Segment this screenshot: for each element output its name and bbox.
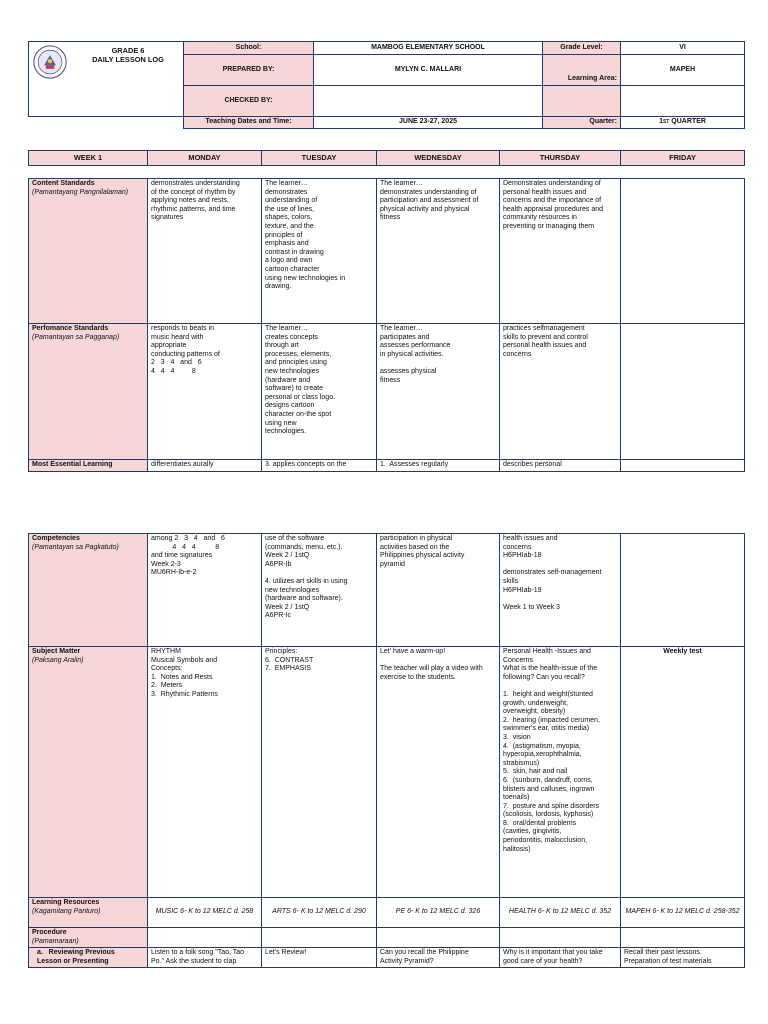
cell-subject-fri: Weekly test	[621, 647, 745, 898]
quarter-value	[621, 117, 745, 129]
row-title: Subject Matter	[32, 648, 81, 655]
checked-empty-cell	[621, 86, 745, 117]
area-value: MAPEH	[621, 55, 745, 86]
table-row	[29, 534, 745, 647]
row-subtitle: (Kagamitang Panturo)	[32, 907, 101, 915]
checked-pink-cell	[543, 86, 621, 117]
cell-perf-tue: The learner… creates concepts through art processes, elements, and principles using new technologies (hardware and software) to create personal or class logo. designs cartoon character on-the spot using new technologies.	[262, 324, 377, 460]
cell-comp-tue: use of the software (commands, menu, etc.). Week 2 / 1stQ A6PR-Ib 4. utilizes art skills in using new technologies (hardware and software). Week 2 / 1stQ A6PR-Ic	[262, 534, 377, 647]
cell-melc-fri	[621, 460, 745, 472]
row-label-melc	[29, 460, 148, 472]
cell-subject-wed: Let' have a warm-up! The teacher will play a video with exercise to the students.	[377, 647, 500, 898]
row-subtitle: (Paksang Aralin)	[32, 656, 84, 664]
row-title: Competencies	[32, 535, 80, 542]
cell-res-mon: MUSIC 6- K to 12 MELC d. 258	[148, 898, 262, 928]
school-value: MAMBOG ELEMENTARY SCHOOL	[314, 42, 543, 55]
row-label-content	[29, 179, 148, 324]
monday-header: MONDAY	[148, 151, 262, 166]
cell-perf-thu: practices selfmanagement skills to prevent and control personal health issues and concerns	[500, 324, 621, 460]
cell-subject-mon: RHYTHM Musical Symbols and Concepts: 1. Notes and Rests 2. Meters 3. Rhythmic Patterns	[148, 647, 262, 898]
quarter-rest: QUARTER	[669, 118, 706, 125]
lesson-table-1	[28, 178, 745, 472]
row-title: Most Essential Learning	[32, 461, 113, 468]
thursday-header: THURSDAY	[500, 151, 621, 166]
cell-proc-mon	[148, 928, 262, 948]
row-label-subject	[29, 647, 148, 898]
dates-value: JUNE 23-27, 2025	[314, 117, 543, 129]
cell-melc-mon: differentiates aurally	[148, 460, 262, 472]
prepared-label: PREPARED BY:	[184, 55, 314, 86]
table-row	[29, 460, 745, 472]
row-label-performance	[29, 324, 148, 460]
tuesday-header: TUESDAY	[262, 151, 377, 166]
row-title: Learning Resources	[32, 899, 100, 906]
cell-comp-mon: among 2 3 4 and 6 4 4 4 8 and time signatures Week 2-3 MU6RH-Ib-e-2	[148, 534, 262, 647]
days-header	[28, 150, 745, 166]
cell-perf-fri	[621, 324, 745, 460]
cell-comp-thu: health issues and concerns H6PHIab-18 demonstrates self-management skills H6PHIab-19 Week 1 to Week 3	[500, 534, 621, 647]
cell-content-thu: Demonstrates understanding of personal health issues and concerns and the importance of health appraisal procedures and community resources in preventing or managing them	[500, 179, 621, 324]
cell-subject-tue: Principles: 6. CONTRAST 7. EMPHASIS	[262, 647, 377, 898]
cell-res-thu: HEALTH 6- K to 12 MELC d. 352	[500, 898, 621, 928]
week-header: WEEK 1	[29, 151, 148, 166]
row-label-competencies	[29, 534, 148, 647]
row-label-procedure	[29, 928, 148, 948]
cell-rev-mon: Listen to a folk song "Tao, Tao Po." Ask the student to clap	[148, 948, 262, 968]
row-title: Perfomance Standards	[32, 325, 109, 332]
spacer-cell	[29, 117, 184, 129]
title-dll: DAILY LESSON LOG	[92, 55, 164, 64]
cell-proc-tue	[262, 928, 377, 948]
row-subtitle: (Pamantayan sa Pagkatuto)	[32, 543, 119, 551]
dates-label: Teaching Dates and Time:	[184, 117, 314, 129]
cell-res-wed: PE 6- K to 12 MELC d. 326	[377, 898, 500, 928]
cell-subject-thu: Personal Health -Issues and Concerns What is the health-issue of the following? Can you recall? 1. height and weight(stunted growth, underweight, overweight, obesity) 2. hearing (impacted cerumen, swimmer's ear, otitis media) 3. vision 4. (astigmatism, myopia, hyperopia,xerophthalmia, strabismus) 5. skin, hair and nail 6. (sunburn, dandruff, corns, blisters and calluses, ingrown toenails) 7. posture and spine disorders (scoliosis, lordosis, kyphosis) 8. oral/dental problems (cavities, gingivitis, periodontitis, malocclusion, halitosis)	[500, 647, 621, 898]
cell-proc-thu	[500, 928, 621, 948]
table-row	[29, 647, 745, 898]
school-label: School:	[184, 42, 314, 55]
friday-header: FRIDAY	[621, 151, 745, 166]
prepared-value: MYLYN C. MALLARI	[314, 55, 543, 86]
cell-perf-mon: responds to beats in music heard with appropriate conducting patterns of 2 3 4 and 6 4 4 4 8	[148, 324, 262, 460]
grade-value: VI	[621, 42, 745, 55]
table-row	[29, 898, 745, 928]
cell-rev-tue: Let's Review!	[262, 948, 377, 968]
row-title: Procedure	[32, 929, 67, 936]
cell-content-fri	[621, 179, 745, 324]
row-subtitle: (Pamantayan sa Pagganap)	[32, 333, 120, 341]
header-table	[28, 41, 745, 129]
quarter-sup: ST	[662, 119, 670, 125]
table-row	[29, 928, 745, 948]
row-subtitle: (Pamamaraan)	[32, 937, 79, 945]
area-label: Learning Area:	[543, 55, 621, 86]
grade-label: Grade Level:	[543, 42, 621, 55]
row-subtitle: (Pamantayang Pangnilalaman)	[32, 188, 129, 196]
checked-value	[314, 86, 543, 117]
cell-rev-wed: Can you recall the Philippine Activity Pyramid?	[377, 948, 500, 968]
table-row	[29, 324, 745, 460]
cell-rev-fri: Recall their past lessons. Preparation of test materials	[621, 948, 745, 968]
quarter-num: 1	[659, 118, 663, 125]
cell-melc-wed: 1. Assesses regularly	[377, 460, 500, 472]
cell-melc-tue: 3. applies concepts on the	[262, 460, 377, 472]
quarter-label: Quarter:	[543, 117, 621, 129]
lesson-table-2	[28, 533, 745, 968]
cell-content-mon: demonstrates understanding of the concept of rhythm by applying notes and rests, rhythmic patterns, and time signatures	[148, 179, 262, 324]
table-row	[29, 179, 745, 324]
cell-res-tue: ARTS 6- K to 12 MELC d. 290	[262, 898, 377, 928]
cell-rev-thu: Why is it important that you take good care of your health?	[500, 948, 621, 968]
cell-res-fri: MAPEH 6- K to 12 MELC d. 258-352	[621, 898, 745, 928]
cell-content-wed: The learner… demonstrates understanding of participation and assessment of physical activity and physical fitness	[377, 179, 500, 324]
cell-proc-fri	[621, 928, 745, 948]
deped-seal-icon	[33, 45, 67, 79]
row-label-resources	[29, 898, 148, 928]
cell-melc-thu: describes personal	[500, 460, 621, 472]
cell-proc-wed	[377, 928, 500, 948]
title-grade: GRADE 6	[111, 46, 145, 55]
cell-perf-wed: The learner… participates and assesses performance in physical activities. assesses physical fitness	[377, 324, 500, 460]
row-title: Content Standards	[32, 180, 95, 187]
table-row	[29, 948, 745, 968]
cell-comp-wed: participation in physical activities based on the Philippines physical activity pyramid	[377, 534, 500, 647]
cell-comp-fri	[621, 534, 745, 647]
row-label-reviewing: a. Reviewing Previous Lesson or Presenting	[29, 948, 148, 968]
wednesday-header: WEDNESDAY	[377, 151, 500, 166]
checked-label: CHECKED BY:	[184, 86, 314, 117]
cell-content-tue: The learner… demonstrates understanding of the use of lines, shapes, colors, texture, and the principles of emphasis and contrast in drawing a logo and own cartoon character using new technologies in drawing.	[262, 179, 377, 324]
title-block	[29, 42, 184, 117]
